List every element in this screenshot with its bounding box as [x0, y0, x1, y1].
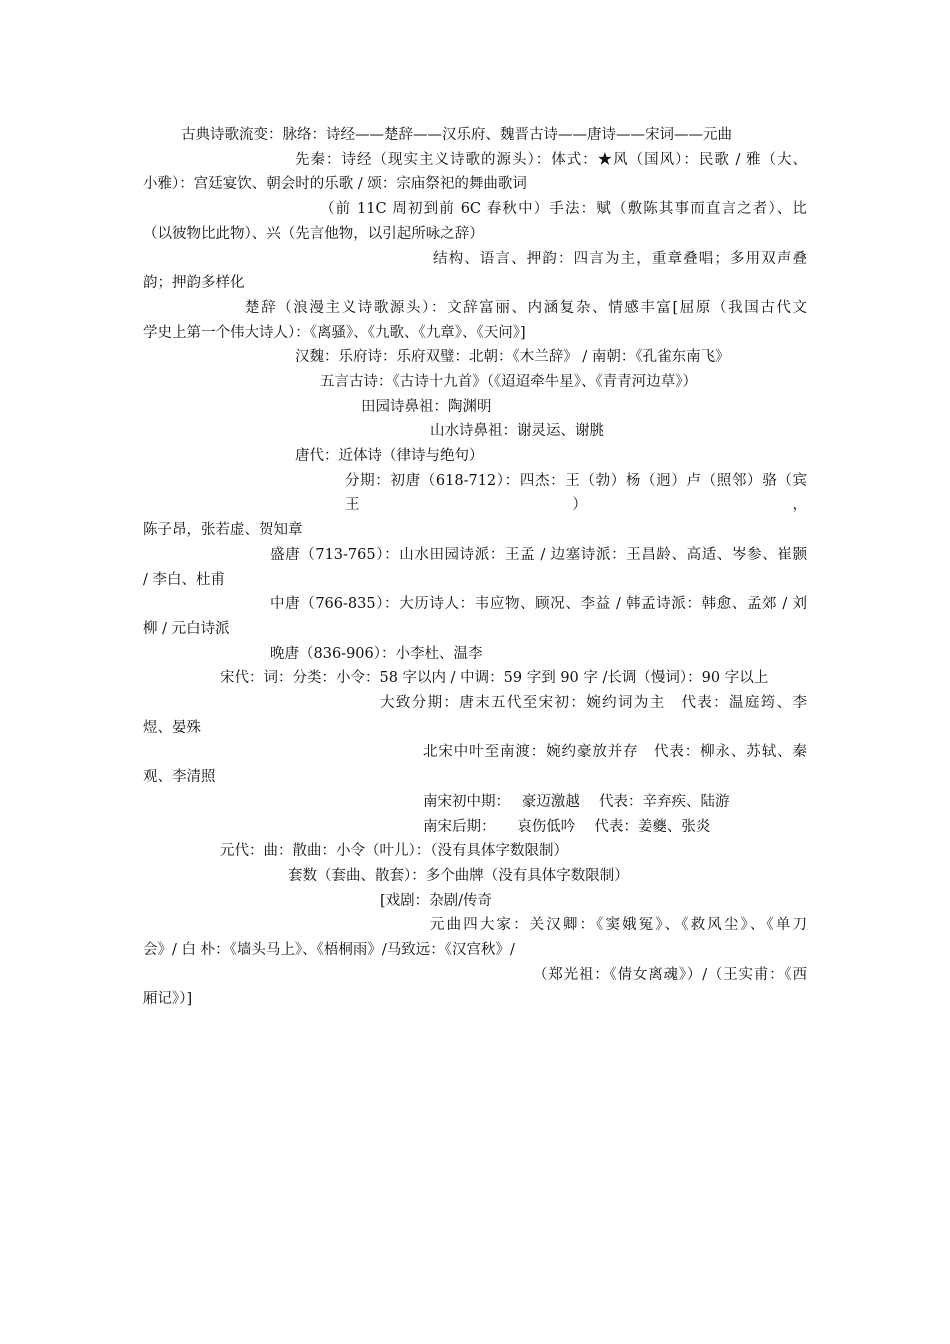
line-text: 北宋中叶至南渡：婉约豪放并存 代表：柳永、苏轼、秦 [423, 744, 807, 761]
line-l19: 南宋后期： 哀伤低吟 代表：姜夔、张炎 [423, 818, 711, 835]
line-text: （前 11C 周初到前 6C 春秋中）手法：赋（敷陈其事而直言之者）、比 [320, 201, 807, 218]
line-l18: 南宋初中期： 豪迈激越 代表：辛弃疾、陆游 [423, 793, 730, 810]
paragraph-l23 [143, 913, 807, 962]
line-continuation: 会》/ 白 朴：《墙头马上》、《梧桐雨》/马致远：《汉宫秋》/ [143, 942, 515, 958]
line-text: 分期：初唐（618-712）：四杰：王（勃）杨（迥）卢（照邻）骆（宾王）， [345, 472, 807, 514]
line-l6: 汉魏：乐府诗：乐府双璧：北朝：《木兰辞》 / 南朝：《孔雀东南飞》 [295, 349, 730, 366]
paragraph-l16 [143, 691, 807, 740]
line-l1: 古典诗歌流变：脉络：诗经——楚辞——汉乐府、魏晋古诗——唐诗——宋词——元曲 [181, 127, 732, 143]
line-l21: 套数（套曲、散套）：多个曲牌（没有具体字数限制） [288, 867, 629, 884]
line-continuation: 厢记》）] [143, 991, 193, 1008]
line-l8: 田园诗鼻祖：陶渊明 [361, 398, 492, 415]
paragraph-l24 [143, 963, 807, 1012]
line-l10: 唐代：近体诗（律诗与绝句） [295, 448, 484, 465]
line-continuation: 柳 / 元白诗派 [143, 620, 230, 637]
line-l20: 元代：曲：散曲：小令（叶儿）：（没有具体字数限制） [220, 843, 568, 860]
line-text: 楚辞（浪漫主义诗歌源头）：文辞富丽、内涵复杂、情感丰富[屈原（我国古代文 [245, 299, 807, 316]
line-continuation: 观、李清照 [143, 769, 216, 786]
line-continuation: / 李白、杜甫 [143, 571, 225, 588]
line-l15: 宋代：词：分类：小令：58 字以内 / 中调：59 字到 90 字 /长调（慢词）：90 字以上 [220, 670, 769, 687]
line-l9: 山水诗鼻祖：谢灵运、谢朓 [430, 423, 604, 440]
paragraph-l11 [143, 469, 807, 543]
line-continuation: 韵；押韵多样化 [143, 275, 245, 292]
line-l22: [戏剧：杂剧/传奇 [380, 892, 493, 909]
paragraph-l3 [143, 197, 807, 246]
line-text: 盛唐（713-765）：山水田园诗派：王孟 / 边塞诗派：王昌龄、高适、岑参、崔颢 [270, 546, 807, 563]
line-continuation: 小雅）：宫廷宴饮、朝会时的乐歌 / 颂：宗庙祭祀的舞曲歌词 [143, 176, 527, 193]
paragraph-l4 [143, 247, 807, 296]
paragraph-l12 [143, 543, 807, 592]
line-text: 大致分期：唐末五代至宋初：婉约词为主 代表：温庭筠、李 [380, 695, 807, 712]
line-text: 结构、语言、押韵：四言为主，重章叠唱；多用双声叠 [433, 250, 807, 267]
paragraph-l13 [143, 592, 807, 641]
line-continuation: 陈子昂，张若虚、贺知章 [143, 522, 303, 539]
line-continuation: 煜、晏殊 [143, 719, 201, 736]
line-continuation: （以彼物比此物）、兴（先言他物，以引起所咏之辞） [143, 225, 484, 242]
line-l7: 五言古诗：《古诗十九首》（《迢迢牵牛星》、《青青河边草》） [320, 374, 697, 390]
paragraph-l17 [143, 740, 807, 789]
line-text: （郑光祖：《倩女离魂》）/（王实甫：《西 [533, 966, 807, 983]
line-l14: 晚唐（836-906）：小李杜、温李 [270, 645, 483, 662]
line-text: 元曲四大家：关汉卿：《窦娥冤》、《救风尘》、《单刀 [430, 917, 807, 934]
paragraph-l5 [143, 296, 807, 345]
document-body [143, 123, 807, 1012]
line-continuation: 学史上第一个伟大诗人）：《离骚》、《九歌、《九章》、《天问》] [143, 324, 526, 341]
paragraph-l2 [143, 148, 807, 197]
line-text: 先秦：诗经（现实主义诗歌的源头）：体式：★风（国风）：民歌 / 雅（大、 [295, 151, 807, 168]
line-text: 中唐（766-835）：大历诗人：韦应物、顾况、李益 / 韩孟诗派：韩愈、孟郊 / 刘 [270, 596, 807, 613]
